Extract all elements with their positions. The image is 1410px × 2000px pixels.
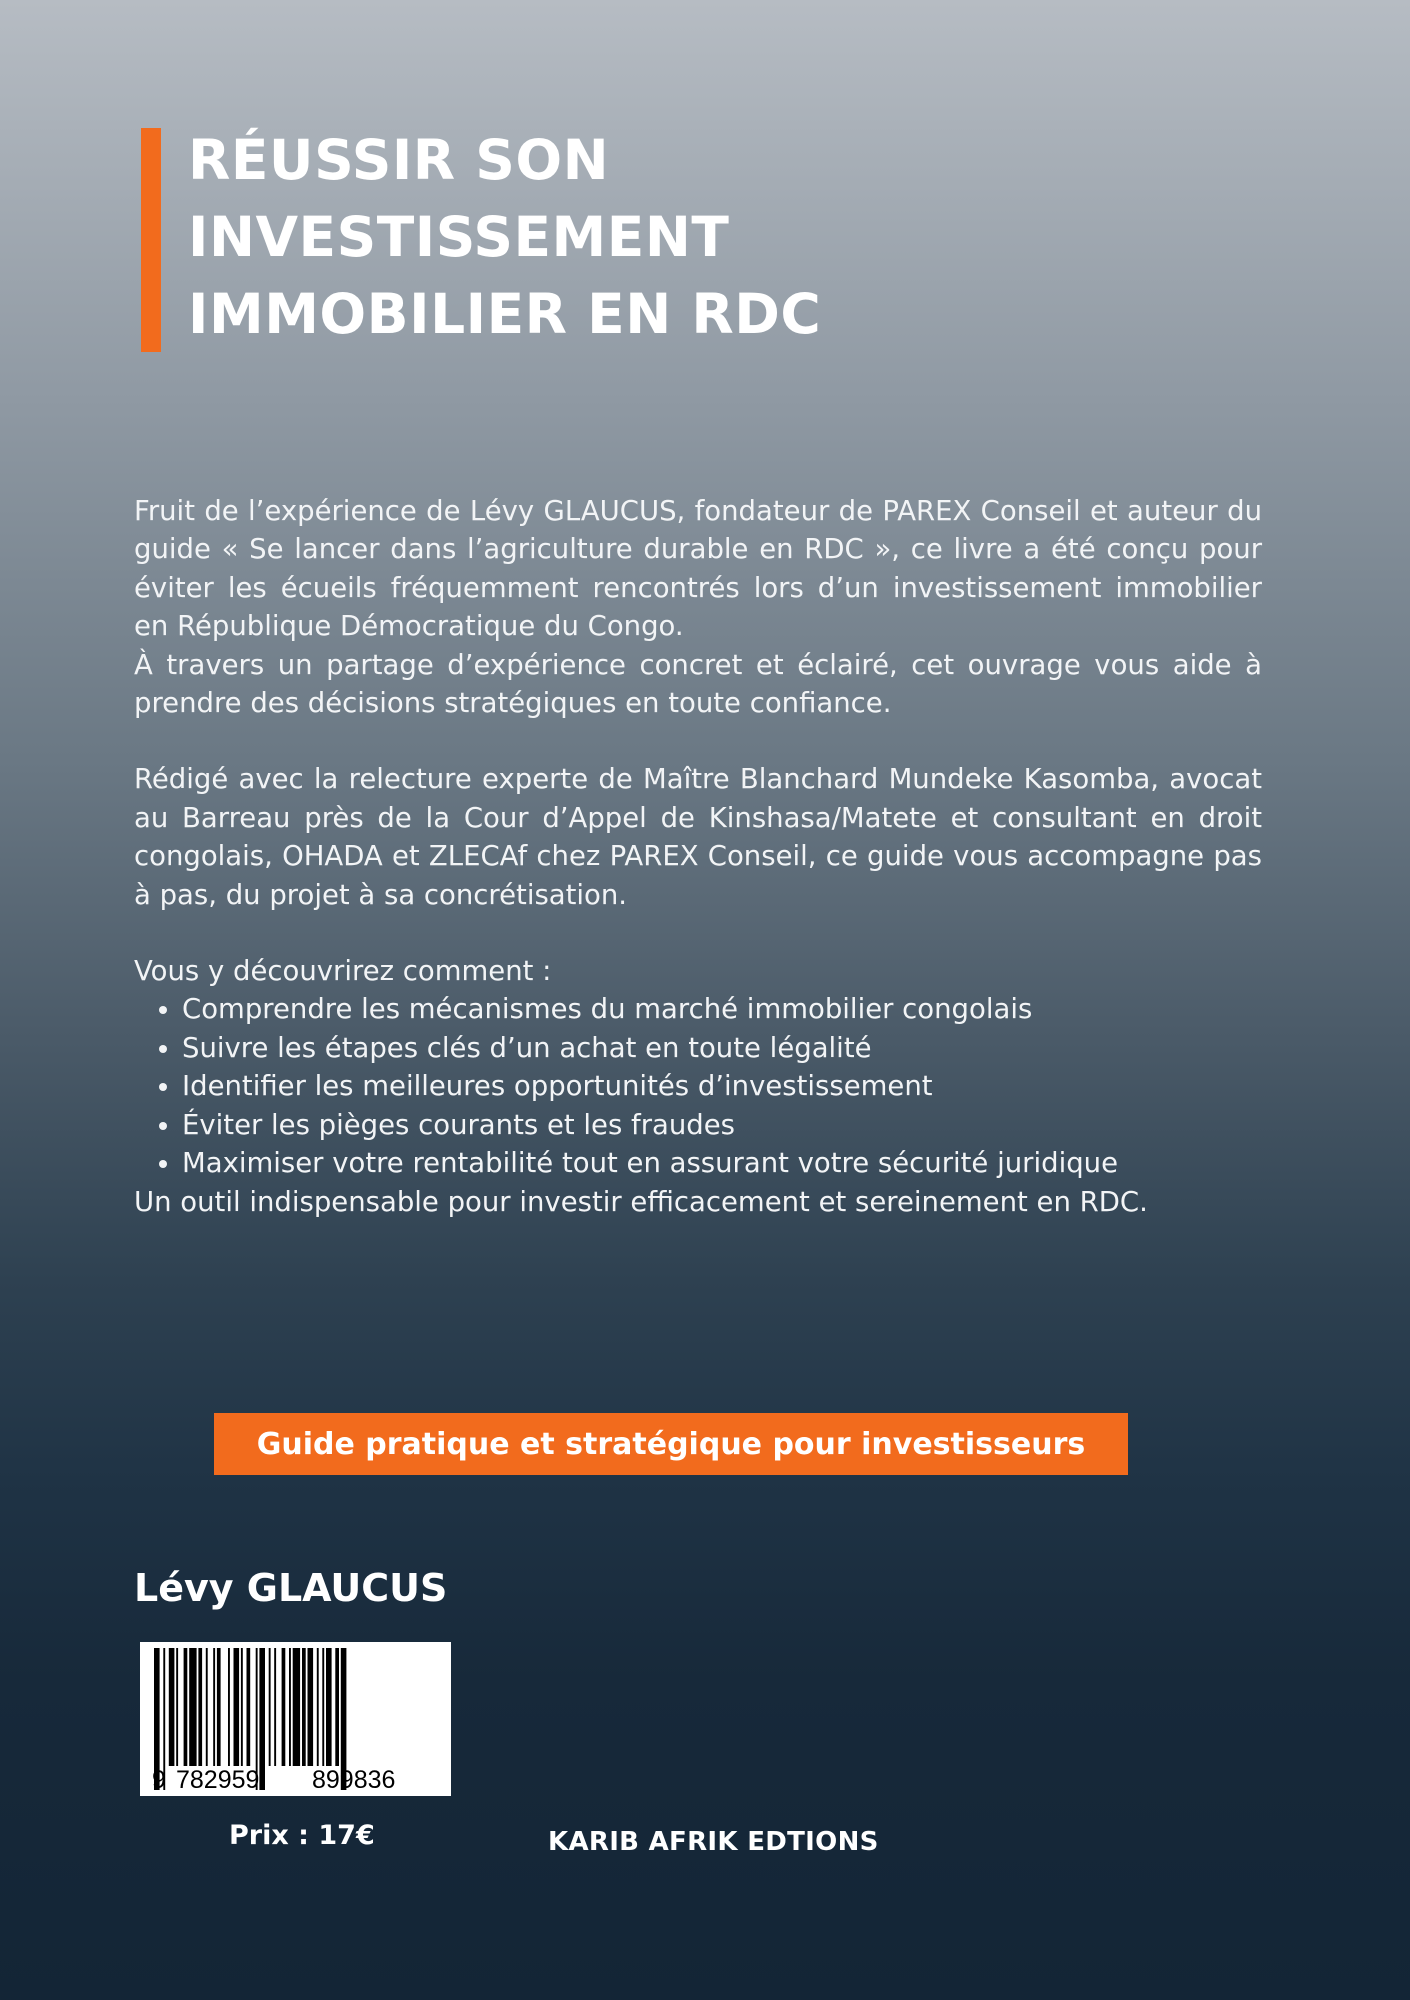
barcode-bar [308, 1648, 314, 1766]
barcode-bar [176, 1648, 178, 1766]
barcode-digits-group-2: 899836 [312, 1766, 396, 1794]
barcode-bar [317, 1648, 319, 1766]
barcode-bar [269, 1648, 271, 1766]
list-item: • Comprendre les mécanismes du marché immobilier congolais [182, 990, 1262, 1028]
isbn-barcode [140, 1642, 451, 1796]
barcode-bar [241, 1648, 243, 1766]
barcode-bar [302, 1648, 306, 1766]
list-intro: Vous y découvrirez comment : [134, 955, 552, 988]
closing-sentence: Un outil indispensable pour investir efficacement et sereinement en RDC. [134, 1185, 1148, 1218]
barcode-bar [189, 1648, 196, 1766]
barcode-bar [169, 1648, 175, 1766]
description-paragraph-1b: À travers un partage d’expérience concret et éclairé, cet ouvrage vous aide à prendre des décisions stratégiques en toute confiance. [134, 648, 1262, 720]
list-item: • Éviter les pièges courants et les fraudes [182, 1106, 1262, 1144]
list-item: • Suivre les étapes clés d’un achat en toute légalité [182, 1029, 1262, 1067]
title-line-1: RÉUSSIR SON [188, 128, 610, 192]
barcode-bar [217, 1648, 221, 1766]
title-line-2: INVESTISSEMENT [188, 205, 730, 269]
price-label: Prix : 17€ [229, 1820, 375, 1851]
description-paragraph-2: Rédigé avec la relecture experte de Maître Blanchard Mundeke Kasomba, avocat au Barreau près de la Cour d’Appel de Kinshasa/Matete et consultant en droit congolais, OHADA et ZLECAf chez PAREX Conseil, ce guide vous accompagne pas à pas, du projet à sa concrétisation. [134, 763, 1262, 911]
book-title [188, 122, 1188, 353]
tagline-banner [214, 1413, 1128, 1475]
barcode-bar [234, 1648, 240, 1766]
paragraph-spacer [134, 722, 1262, 760]
book-description [134, 492, 1262, 1221]
benefits-list [134, 990, 1262, 1182]
barcode-bar [335, 1648, 339, 1766]
barcode-graphic [140, 1642, 451, 1796]
barcode-bar [206, 1648, 208, 1766]
list-item: • Maximiser votre rentabilité tout en assurant votre sécurité juridique [182, 1144, 1262, 1182]
list-item: • Identifier les meilleures opportunités d’investissement [182, 1067, 1262, 1105]
barcode-bar [274, 1648, 276, 1766]
barcode-digit-first: 9 [152, 1766, 166, 1794]
title-line-3: IMMOBILIER EN RDC [188, 282, 822, 346]
barcode-bar [289, 1648, 291, 1766]
publisher-name: KARIB AFRIK EDTIONS [548, 1827, 879, 1857]
barcode-bar [282, 1648, 286, 1766]
barcode-bar [228, 1648, 230, 1766]
tagline-text: Guide pratique et stratégique pour investisseurs [256, 1426, 1086, 1462]
barcode-bar [326, 1648, 332, 1766]
barcode-bar [198, 1648, 202, 1766]
paragraph-spacer [134, 914, 1262, 952]
author-name: Lévy GLAUCUS [134, 1566, 448, 1610]
barcode-digits-group-1: 782959 [176, 1766, 260, 1794]
barcode-bar [184, 1648, 188, 1766]
barcode-bar [259, 1648, 265, 1790]
title-accent-bar [141, 128, 161, 352]
barcode-bar [213, 1648, 215, 1766]
barcode-bar [322, 1648, 324, 1766]
barcode-bar [247, 1648, 251, 1766]
description-paragraph-1a: Fruit de l’expérience de Lévy GLAUCUS, fondateur de PAREX Conseil et auteur du guide « Se lancer dans l’agriculture durable en RDC », ce livre a été conçu pour éviter les écueils fréquemment rencontrés lors d’un investissement immobilier en République Démocratique du Congo. [134, 495, 1262, 643]
barcode-bar [293, 1648, 300, 1766]
